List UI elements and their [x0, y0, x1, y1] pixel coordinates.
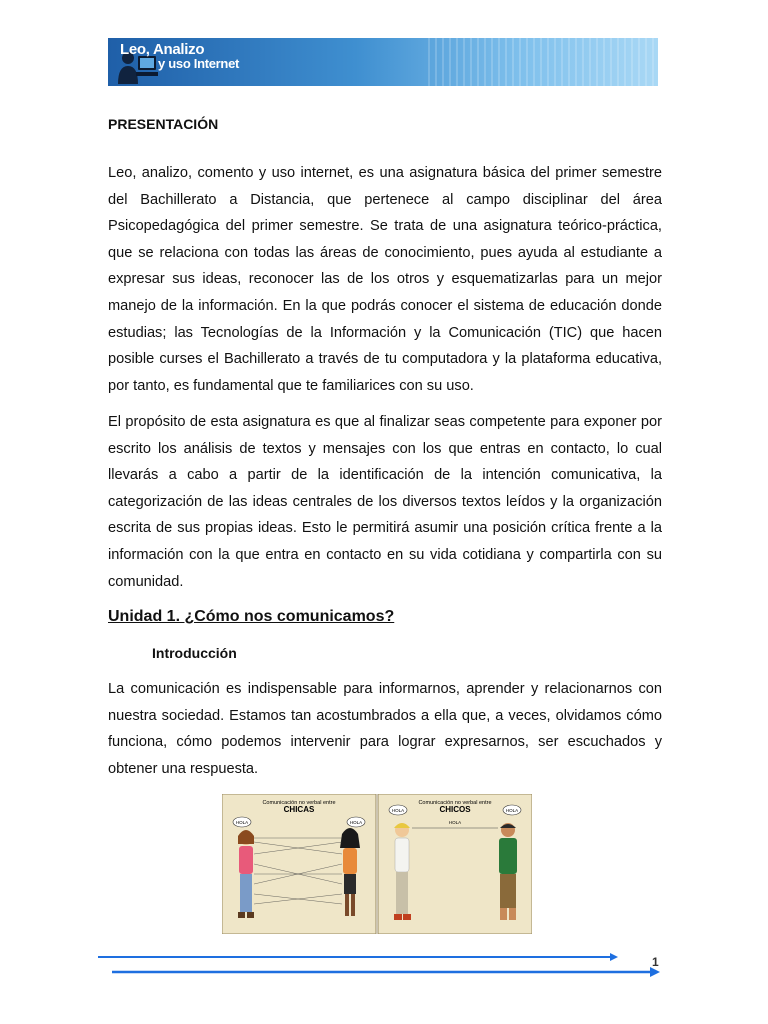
chicas-bubble-right: HOLA	[349, 820, 363, 825]
banner-title-line2: y uso Internet	[158, 56, 240, 71]
section-heading: PRESENTACIÓN	[108, 116, 219, 132]
chicas-caption-line1: Comunicación no verbal entre	[262, 800, 336, 806]
page-number: 1	[652, 955, 659, 969]
banner-stripes	[428, 38, 658, 86]
chicos-bubble-left: HOLA	[391, 808, 405, 813]
chicos-caption-line1: Comunicación no verbal entre	[418, 800, 492, 806]
chicas-caption-line2: CHICAS	[283, 805, 315, 814]
illustration-panel-chicas	[222, 794, 376, 934]
banner-title-line1: Leo, Analizo	[120, 41, 205, 58]
presentation-paragraph-1: Leo, analizo, comento y uso internet, es una asignatura básica del primer semestre del Bachillerato a Distancia, que pertenece al campo disciplinar del área Psicopedagógica del primer semestre. Se trata de una asignatura teórico-práctica, que se relaciona con todas las áreas de conocimiento, pues ayuda al estudiante a expresar sus ideas, reconocer las de los otros y esquematizarlas para un mejor manejo de la información. En la que podrás conocer el sistema de educación donde estudias; las Tecnologías de la Información y la Comunicación (TIC) que hacen posible curses el Bachillerato a través de tu computadora y la plataforma educativa, por tanto, es fundamental que te familiarices con su uso.	[108, 165, 662, 394]
chicos-caption-line2: CHICOS	[439, 805, 471, 814]
introduction-heading: Introducción	[152, 645, 237, 661]
chicos-bubble-right: HOLA	[505, 808, 519, 813]
presentation-paragraph-2: El propósito de esta asignatura es que al finalizar seas competente para exponer por escrito los análisis de textos y mensajes con los que entras en contacto, lo cual llevarás a cabo a partir de la identificación de la intención comunicativa, la categorización de las ideas centrales de los diversos textos leídos y la organización escrita de sus propias ideas. Esto le permitirá asumir una posición crítica frente a la información con la que entra en contacto en su vida cotidiana y compartirla con su comunidad.	[108, 414, 662, 590]
chicos-center-label: HOLA	[448, 820, 462, 825]
header-banner	[108, 38, 658, 86]
chicas-bubble-left: HOLA	[235, 820, 249, 825]
footer-arrows	[96, 950, 666, 978]
illustration-panel-chicos	[378, 794, 532, 934]
nonverbal-communication-illustration	[222, 794, 532, 934]
unit-title: Unidad 1. ¿Cómo nos comunicamos?	[108, 608, 395, 625]
introduction-paragraph: La comunicación es indispensable para informarnos, aprender y relacionarnos con nuestra sociedad. Estamos tan acostumbrados a ella que, a veces, olvidamos cómo funciona, cómo podemos intervenir para lograr expresarnos, ser escuchados y obtener una respuesta.	[108, 681, 662, 777]
